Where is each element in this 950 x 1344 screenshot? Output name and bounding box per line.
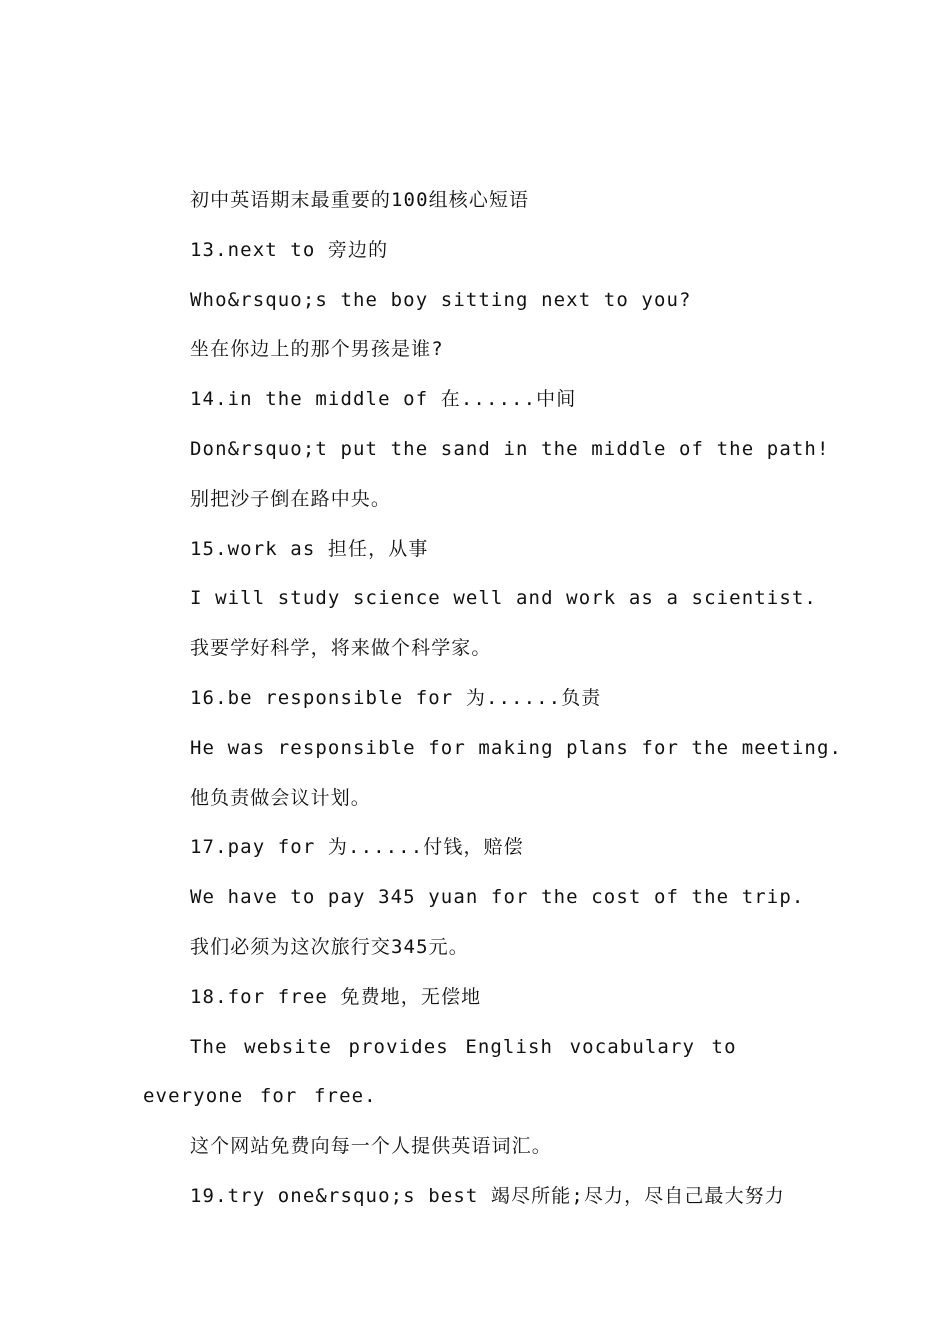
phrase-heading-18: 18.for free 免费地，无偿地 <box>190 985 482 1008</box>
example-sentence-zh: 别把沙子倒在路中央。 <box>190 487 392 510</box>
example-sentence-en: He was responsible for making plans for the meeting. <box>190 736 843 759</box>
phrase-heading-16: 16.be responsible for 为......负责 <box>190 686 602 709</box>
example-sentence-en: Don&rsquo;t put the sand in the middle of the path! <box>190 437 830 460</box>
example-sentence-en: Who&rsquo;s the boy sitting next to you? <box>190 288 692 311</box>
phrase-heading-17: 17.pay for 为......付钱，赔偿 <box>190 836 524 859</box>
phrase-heading-15: 15.work as 担任，从事 <box>190 537 429 560</box>
example-sentence-zh: 他负责做会议计划。 <box>190 786 371 809</box>
phrase-heading-13: 13.next to 旁边的 <box>190 238 389 261</box>
example-sentence-zh: 坐在你边上的那个男孩是谁? <box>190 338 444 361</box>
example-sentence-zh: 我要学好科学，将来做个科学家。 <box>190 637 492 660</box>
example-sentence-en: We have to pay 345 yuan for the cost of the trip. <box>190 886 805 909</box>
phrase-heading-14: 14.in the middle of 在......中间 <box>190 388 577 411</box>
example-sentence-en: The website provides English vocabulary to everyone for free. <box>143 1035 737 1108</box>
document-title: 初中英语期末最重要的100组核心短语 <box>190 189 530 211</box>
example-sentence-zh: 我们必须为这次旅行交345元。 <box>190 935 469 958</box>
document-body <box>143 176 843 1222</box>
phrase-heading-19: 19.try one&rsquo;s best 竭尽所能;尽力，尽自己最大努力 <box>190 1184 785 1207</box>
example-sentence-en: I will study science well and work as a scientist. <box>190 587 817 610</box>
example-sentence-zh: 这个网站免费向每一个人提供英语词汇。 <box>190 1135 552 1158</box>
